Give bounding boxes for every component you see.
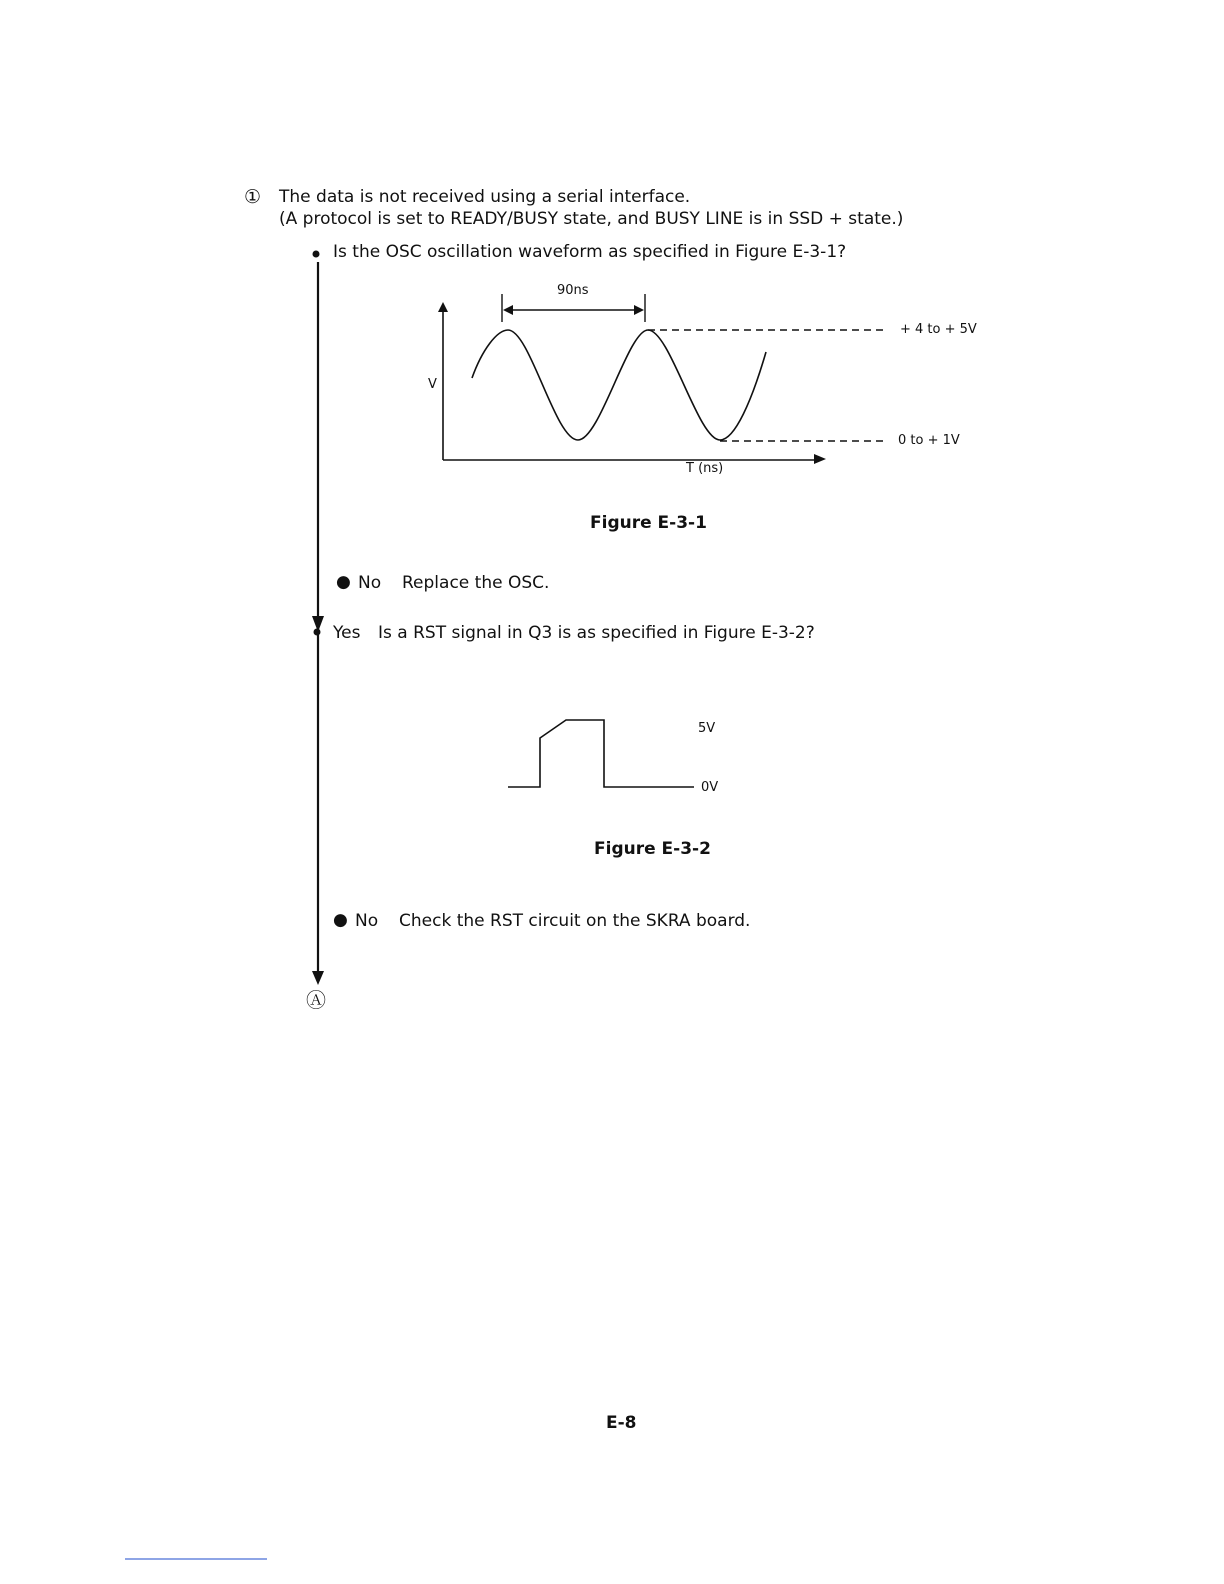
fig2-high-label: 5V — [698, 721, 716, 736]
period-arrow-right — [634, 305, 644, 315]
fig1-high-level-label: + 4 to + 5V — [900, 322, 977, 337]
fig2-caption: Figure E-3-2 — [594, 839, 711, 859]
period-arrow-left — [503, 305, 513, 315]
figure-e-3-2 — [508, 720, 694, 787]
rst-pulse — [508, 720, 694, 787]
fig2-low-label: 0V — [701, 780, 719, 795]
fig1-low-level-label: 0 to + 1V — [898, 433, 960, 448]
q1-no-bullet: ● — [336, 572, 351, 592]
fig1-caption: Figure E-3-1 — [590, 513, 707, 533]
flow-dot-top — [313, 251, 320, 258]
flow-dot-mid — [314, 629, 321, 636]
step-number-icon: ① — [244, 186, 262, 208]
q2-no-action: Check the RST circuit on the SKRA board. — [399, 911, 751, 931]
q1-no-action: Replace the OSC. — [402, 573, 550, 593]
fig1-x-label: T (ns) — [686, 461, 724, 476]
step-subtitle: (A protocol is set to READY/BUSY state, and BUSY LINE is in SSD + state.) — [279, 209, 904, 229]
figure-e-3-1 — [438, 294, 884, 464]
fig1-period-label: 90ns — [557, 283, 589, 298]
page-number: E-8 — [606, 1413, 637, 1433]
fig1-y-label: V — [428, 377, 437, 392]
q2-no-label: No — [355, 911, 379, 931]
sine-wave — [472, 330, 766, 440]
q2-question: Is a RST signal in Q3 is as specified in Figure E-3-2? — [378, 623, 815, 643]
q2-no-bullet: ● — [333, 910, 348, 930]
connector-a-symbol: Ⓐ — [306, 988, 326, 1012]
x-axis-arrowhead — [814, 454, 826, 464]
step-title: The data is not received using a serial interface. — [279, 187, 691, 207]
q2-yes-label: Yes — [333, 623, 361, 643]
y-axis-arrowhead — [438, 302, 448, 312]
q1-question: Is the OSC oscillation waveform as specified in Figure E-3-1? — [333, 242, 847, 262]
q1-no-label: No — [358, 573, 382, 593]
flow-arrow-bottom — [312, 971, 324, 985]
